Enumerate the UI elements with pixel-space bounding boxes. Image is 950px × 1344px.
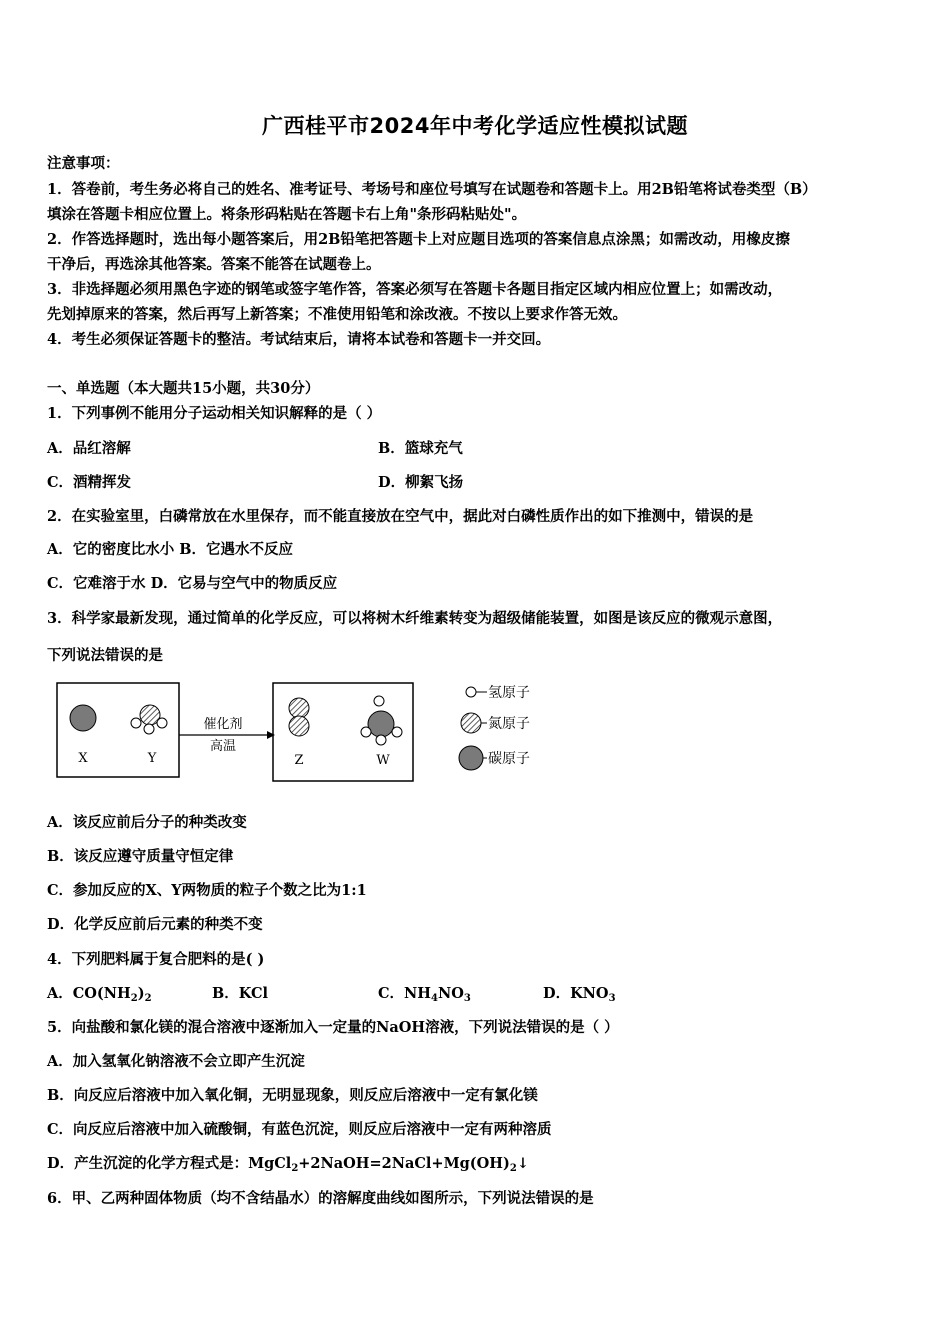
- q2-options-cd: C．它难溶于水 D．它易与空气中的物质反应: [47, 575, 338, 592]
- notice-line: 1．答卷前，考生务必将自己的姓名、准考证号、考场号和座位号填写在试题卷和答题卡上。用2B铅笔将试卷类型（B）: [47, 181, 817, 198]
- notice-heading: 注意事项：: [47, 155, 120, 172]
- reactants-box: [57, 683, 179, 777]
- q3-option-c: C．参加反应的X、Y两物质的粒子个数之比为1:1: [47, 882, 367, 899]
- q4-option-b: B．KCl: [212, 985, 269, 1002]
- label-x: X: [78, 751, 88, 766]
- question-2-stem: 2．在实验室里，白磷常放在水里保存，而不能直接放在空气中，据此对白磷性质作出的如下推测中，错误的是: [47, 508, 754, 525]
- notice-line: 先划掉原来的答案，然后再写上新答案；不准使用铅笔和涂改液。不按以上要求作答无效。: [47, 306, 627, 323]
- section-heading: 一、单选题（本大题共15小题，共30分）: [47, 380, 320, 397]
- notice-line: 4．考生必须保证答题卡的整洁。考试结束后，请将本试卷和答题卡一并交回。: [47, 331, 551, 348]
- q5-option-c: C．向反应后溶液中加入硫酸铜，有蓝色沉淀，则反应后溶液中一定有两种溶质: [47, 1121, 552, 1138]
- notice-line: 填涂在答题卡相应位置上。将条形码粘贴在答题卡右上角"条形码粘贴处"。: [47, 206, 527, 223]
- label-y: Y: [147, 751, 157, 766]
- molecule-z: [289, 698, 309, 736]
- label-w: W: [376, 753, 390, 768]
- legend-hydrogen: [466, 685, 530, 701]
- notice-line: 干净后，再选涂其他答案。答案不能答在试题卷上。: [47, 256, 381, 273]
- q4-option-c: C．$NH_4NO_3$: [378, 985, 471, 1004]
- q3-option-b: B．该反应遵守质量守恒定律: [47, 848, 234, 865]
- carbon-atom-x: [70, 705, 96, 731]
- q3-option-a: A．该反应前后分子的种类改变: [47, 814, 247, 831]
- svg-text:碳原子: 碳原子: [488, 751, 530, 767]
- q5-option-a: A．加入氢氧化钠溶液不会立即产生沉淀: [47, 1053, 305, 1070]
- legend-carbon: [459, 746, 530, 770]
- q1-option-b: B．篮球充气: [378, 440, 463, 457]
- molecule-y: [131, 705, 167, 734]
- reaction-diagram: [55, 680, 575, 785]
- q5-option-b: B．向反应后溶液中加入氧化铜，无明显现象，则反应后溶液中一定有氯化镁: [47, 1087, 538, 1104]
- svg-text:氢原子: 氢原子: [488, 685, 530, 701]
- q1-option-d: D．柳絮飞扬: [378, 474, 464, 491]
- question-5-stem: 5．向盐酸和氯化镁的混合溶液中逐渐加入一定量的NaOH溶液，下列说法错误的是（ ）: [47, 1019, 619, 1036]
- condition-label: 高温: [209, 739, 237, 754]
- q4-option-d: D．$KNO_3$: [543, 985, 616, 1004]
- notice-line: 3．非选择题必须用黑色字迹的钢笔或签字笔作答，答案必须写在答题卡各题目指定区域内相应位置上；如需改动，: [47, 281, 783, 298]
- question-4-stem: 4．下列肥料属于复合肥料的是( ): [47, 951, 265, 968]
- molecule-w: [361, 696, 402, 745]
- question-6-stem: 6．甲、乙两种固体物质（均不含结晶水）的溶解度曲线如图所示，下列说法错误的是: [47, 1190, 594, 1207]
- q2-options-ab: A．它的密度比水小 B．它遇水不反应: [47, 541, 294, 558]
- q4-option-a: A．$CO(NH_2)_2$: [47, 985, 152, 1004]
- q3-option-d: D．化学反应前后元素的种类不变: [47, 916, 263, 933]
- label-z: Z: [294, 753, 304, 768]
- svg-text:氮原子: 氮原子: [488, 716, 530, 732]
- q1-option-a: A．品红溶解: [47, 440, 131, 457]
- q5-option-d: D．产生沉淀的化学方程式是：$MgCl_2+2NaOH=2NaCl+Mg(OH)_2↓$: [47, 1155, 529, 1174]
- legend-nitrogen: [461, 713, 530, 733]
- q1-option-c: C．酒精挥发: [47, 474, 132, 491]
- question-3-stem-cont: 下列说法错误的是: [47, 647, 163, 664]
- question-1-stem: 1．下列事例不能用分子运动相关知识解释的是（ ）: [47, 405, 382, 422]
- notice-line: 2．作答选择题时，选出每小题答案后，用2B铅笔把答题卡上对应题目选项的答案信息点涂黑；如需改动，用橡皮擦: [47, 231, 790, 248]
- page-title: 广西桂平市2024年中考化学适应性模拟试题: [262, 114, 688, 138]
- catalyst-label: 催化剂: [203, 717, 243, 732]
- question-3-stem: 3．科学家最新发现，通过简单的化学反应，可以将树木纤维素转变为超级储能装置，如图是该反应的微观示意图，: [47, 610, 783, 627]
